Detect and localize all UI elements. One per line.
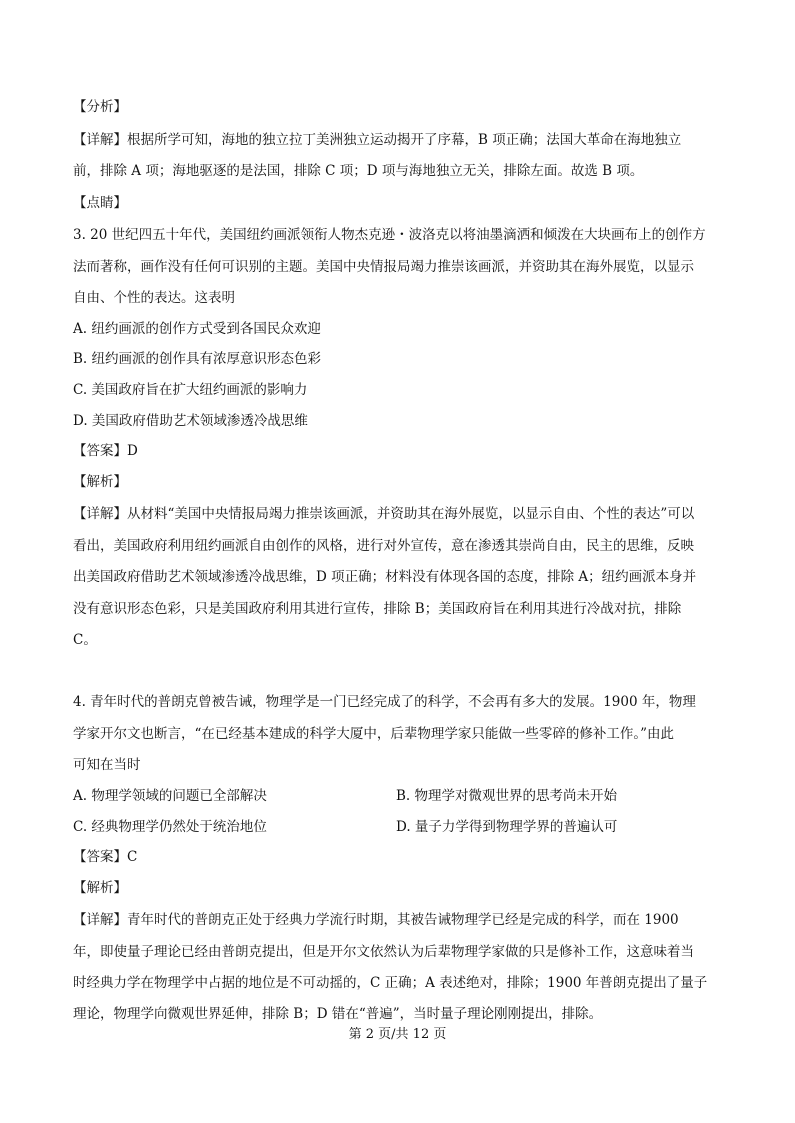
q4-option-d: D. 量子力学得到物理学界的普遍认可 <box>396 819 618 835</box>
q4-detail-line: 【详解】青年时代的普朗克正处于经典力学流行时期，其被告诫物理学已经是完成的科学，而在 1900 <box>73 912 679 928</box>
q3-detail-line: 没有意识形态色彩，只是美国政府利用其进行宣传，排除 B；美国政府旨在利用其进行冷战对抗，排除 <box>73 601 682 617</box>
q4-answer: 【答案】C <box>73 849 138 865</box>
q2-detail-line: 前，排除 A 项；海地驱逐的是法国，排除 C 项；D 项与海地独立无关，排除左面。故选 B 项。 <box>73 163 644 179</box>
q2-comment-label: 【点睛】 <box>73 195 127 211</box>
q3-option-b: B. 纽约画派的创作具有浓厚意识形态色彩 <box>73 351 322 367</box>
q3-option-c: C. 美国政府旨在扩大纽约画派的影响力 <box>73 382 308 398</box>
q4-analysis-label: 【解析】 <box>73 880 127 896</box>
q4-stem-line: 4. 青年时代的普朗克曾被告诫，物理学是一门已经完成了的科学，不会再有多大的发展。1900 年，物理 <box>73 694 696 710</box>
q3-stem-line: 自由、个性的表达。这表明 <box>73 290 235 306</box>
q4-detail-line: 理论，物理学向微观世界延伸，排除 B；D 错在“普遍”，当时量子理论刚刚提出，排除。 <box>73 1006 603 1022</box>
q4-option-c: C. 经典物理学仍然处于统治地位 <box>73 819 267 835</box>
q4-detail-line: 时经典力学在物理学中占据的地位是不可动摇的，C 正确；A 表述绝对，排除；1900 年普朗克提出了量子 <box>73 975 708 991</box>
q3-detail-line: 看出，美国政府利用纽约画派自由创作的风格，进行对外宣传，意在渗透其崇尚自由，民主的思维，反映 <box>73 538 694 554</box>
q3-detail-line: 出美国政府借助艺术领域渗透冷战思维，D 项正确；材料没有体现各国的态度，排除 A；纽约画派本身并 <box>73 569 697 585</box>
q3-detail-line: C。 <box>73 632 97 648</box>
q3-stem-line: 3. 20 世纪四五十年代，美国纽约画派领衔人物杰克逊・波洛克以将油墨滴洒和倾泼在大块画布上的创作方 <box>73 227 706 243</box>
q4-stem-line: 学家开尔文也断言，“在已经基本建成的科学大厦中，后辈物理学家只能做一些零碎的修补工作。”由此 <box>73 726 675 742</box>
q3-option-a: A. 纽约画派的创作方式受到各国民众欢迎 <box>73 321 321 337</box>
page-footer: 第 2 页/共 12 页 <box>348 1027 447 1042</box>
q3-answer: 【答案】D <box>73 443 138 459</box>
q4-stem-line: 可知在当时 <box>73 757 141 773</box>
q4-option-b: B. 物理学对微观世界的思考尚未开始 <box>396 788 618 804</box>
q3-option-d: D. 美国政府借助艺术领域渗透冷战思维 <box>73 413 308 429</box>
q3-stem-line: 法而著称，画作没有任何可识别的主题。美国中央情报局竭力推崇该画派，并资助其在海外展览，以显示 <box>73 259 694 275</box>
q2-analysis-label: 【分析】 <box>73 99 127 115</box>
q3-detail-line: 【详解】从材料“美国中央情报局竭力推崇该画派，并资助其在海外展览，以显示自由、个性的表达”可以 <box>73 506 695 522</box>
q2-detail-line: 【详解】根据所学可知，海地的独立拉丁美洲独立运动揭开了序幕，B 项正确；法国大革命在海地独立 <box>73 132 682 148</box>
q4-detail-line: 年，即使量子理论已经由普朗克提出，但是开尔文依然认为后辈物理学家做的只是修补工作，这意味着当 <box>73 944 694 960</box>
q4-option-a: A. 物理学领域的问题已全部解决 <box>73 788 267 804</box>
q3-analysis-label: 【解析】 <box>73 474 127 490</box>
